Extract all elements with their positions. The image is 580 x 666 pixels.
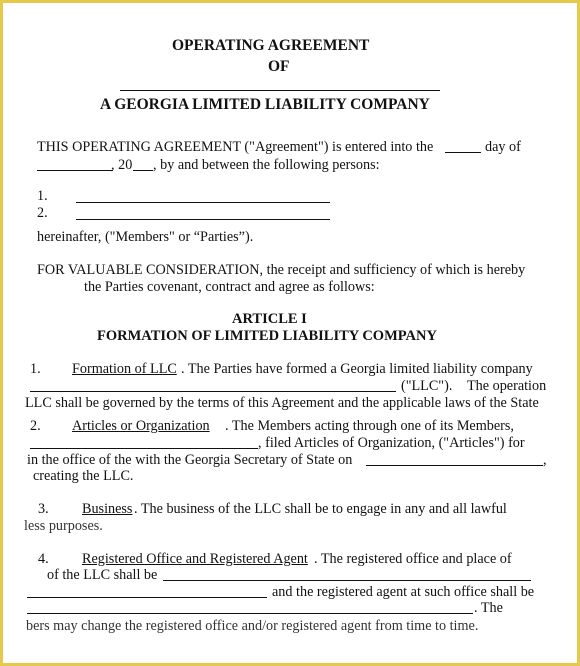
registered-office-blank-2[interactable] [27, 597, 267, 598]
section-3-text-1: . The business of the LLC shall be to engage in any and all lawful [134, 501, 507, 517]
section-1-number: 1. [30, 361, 41, 377]
title-line-3: A GEORGIA LIMITED LIABILITY COMPANY [100, 96, 430, 113]
section-4-text-4: . The [474, 600, 503, 616]
section-1-text-3: The operation [467, 378, 547, 394]
title-line-1: OPERATING AGREEMENT [172, 37, 370, 54]
intro-text-2a: , 20 [111, 157, 133, 173]
section-4-title: Registered Office and Registered Agent [82, 551, 308, 567]
section-1-title: Formation of LLC [72, 361, 177, 377]
member-1-blank[interactable] [76, 202, 330, 203]
section-2-text-5: creating the LLC. [33, 468, 134, 484]
section-4-text-3: and the registered agent at such office shall be [272, 584, 535, 600]
company-name-blank[interactable] [120, 90, 440, 91]
intro-text-2b: , by and between the following persons: [153, 157, 380, 173]
section-1-text-1: . The Parties have formed a Georgia limited liability company [181, 361, 533, 377]
member-1-label: 1. [37, 188, 48, 204]
section-1-text-4: LLC shall be governed by the terms of this Agreement and the applicable laws of the State [25, 395, 539, 411]
member-2-blank[interactable] [76, 219, 330, 220]
section-4-text-1: . The registered office and place of [314, 551, 512, 567]
day-blank[interactable] [445, 152, 481, 153]
section-2-text-2: , filed Articles of Organization, ("Articles") for [258, 435, 525, 451]
consideration-line-2: the Parties covenant, contract and agree as follows: [84, 279, 375, 295]
section-2-text-3: in the office of the with the Georgia Secretary of State on [27, 452, 353, 468]
section-3-number: 3. [38, 501, 49, 517]
article-number: ARTICLE I [232, 311, 307, 327]
filing-date-blank[interactable] [366, 465, 543, 466]
month-blank[interactable] [37, 170, 113, 171]
registered-office-blank-1[interactable] [163, 580, 531, 581]
section-3-text-2: less purposes. [24, 518, 103, 534]
section-2-number: 2. [30, 418, 41, 434]
consideration-line-1: FOR VALUABLE CONSIDERATION, the receipt and sufficiency of which is hereby [37, 262, 526, 278]
year-blank[interactable] [133, 170, 153, 171]
section-4-text-5: bers may change the registered office and/or registered agent from time to time. [26, 618, 479, 634]
title-line-2: OF [268, 58, 290, 75]
member-filer-blank[interactable] [30, 448, 258, 449]
article-heading: FORMATION OF LIMITED LIABILITY COMPANY [97, 328, 437, 344]
section-2-text-4: , [543, 452, 547, 468]
section-1-text-2: ("LLC"). [401, 378, 453, 394]
llc-name-blank[interactable] [30, 391, 396, 392]
intro-text-1b: day of [485, 139, 521, 155]
section-2-text-1: . The Members acting through one of its Members, [225, 418, 514, 434]
intro-text-1a: THIS OPERATING AGREEMENT ("Agreement") is entered into the [37, 139, 434, 155]
section-4-number: 4. [38, 551, 49, 567]
member-2-label: 2. [37, 205, 48, 221]
section-3-title: Business [82, 501, 133, 517]
section-4-text-2: of the LLC shall be [47, 567, 158, 583]
section-2-title: Articles or Organization [72, 418, 210, 434]
registered-agent-blank[interactable] [27, 613, 473, 614]
hereinafter-text: hereinafter, ("Members" or “Parties”). [37, 229, 254, 245]
